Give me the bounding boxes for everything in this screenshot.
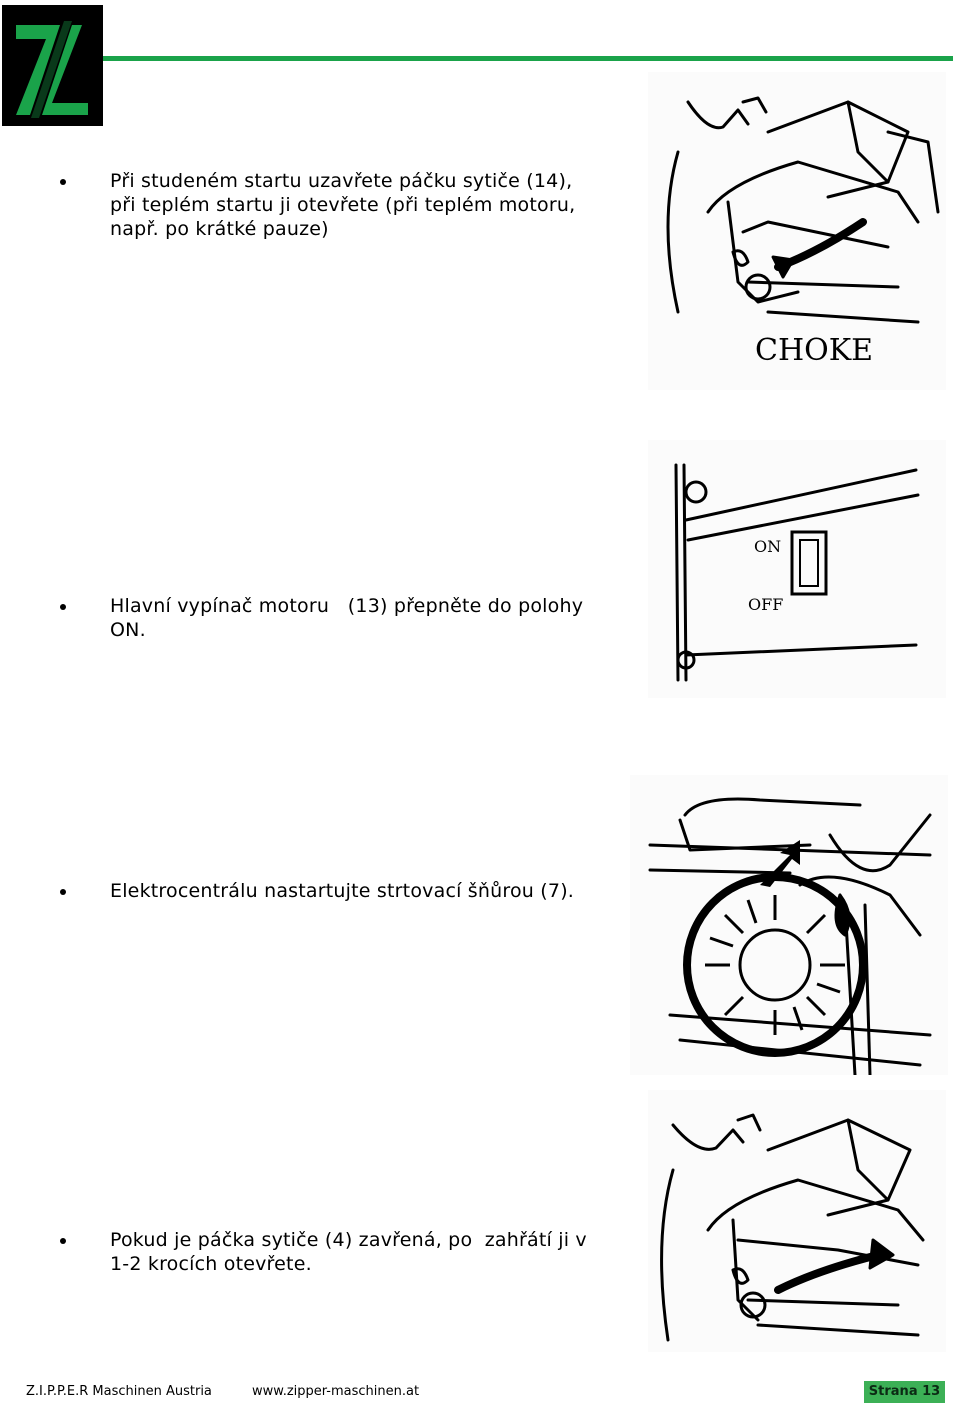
bullet bbox=[60, 604, 66, 610]
instruction-text: Hlavní vypínač motoru (13) přepněte do polohy ON. bbox=[110, 595, 584, 641]
switch-illustration bbox=[648, 440, 946, 698]
company-logo bbox=[2, 5, 103, 126]
instruction-choke-cold-start bbox=[60, 169, 640, 241]
choke-label: CHOKE bbox=[755, 333, 874, 368]
instruction-pull-start bbox=[60, 879, 640, 903]
recoil-starter-illustration bbox=[630, 775, 948, 1075]
footer-company: Z.I.P.P.E.R Maschinen Austria bbox=[26, 1384, 212, 1399]
instruction-open-choke bbox=[60, 1228, 640, 1276]
instruction-text: Pokud je páčka sytiče (4) zavřená, po zahřátí ji v 1-2 krocích otevřete. bbox=[110, 1229, 587, 1275]
bullet bbox=[60, 1238, 66, 1244]
bullet bbox=[60, 889, 66, 895]
zipper-logo-icon bbox=[2, 5, 103, 126]
choke-illustration bbox=[648, 72, 946, 390]
page-number-badge: Strana 13 bbox=[864, 1381, 945, 1403]
instruction-main-switch bbox=[60, 594, 640, 642]
footer-url: www.zipper-maschinen.at bbox=[252, 1384, 420, 1399]
choke-open-illustration bbox=[648, 1090, 946, 1352]
switch-on-label: ON bbox=[754, 537, 782, 556]
bullet bbox=[60, 179, 66, 185]
header-rule bbox=[103, 56, 953, 61]
switch-off-label: OFF bbox=[748, 595, 784, 614]
instruction-text: Elektrocentrálu nastartujte strtovací šňůrou (7). bbox=[110, 880, 575, 902]
instruction-text: Při studeném startu uzavřete páčku sytiče (14), při teplém startu ji otevřete (při teplém motoru, např. po krátké pauze) bbox=[110, 170, 576, 240]
